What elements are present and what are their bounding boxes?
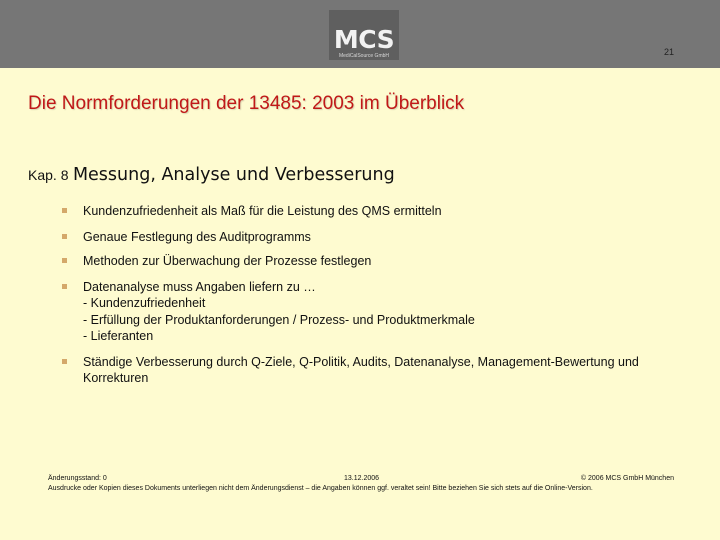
bullet-text: Genaue Festlegung des Auditprogramms bbox=[83, 229, 311, 244]
logo-subtitle: MediCalSource GmbH bbox=[338, 53, 390, 59]
chapter-heading bbox=[28, 165, 395, 185]
bullet-item bbox=[62, 354, 702, 387]
bullet-item bbox=[62, 203, 702, 220]
bullet-text: Methoden zur Überwachung der Prozesse festlegen bbox=[83, 254, 372, 268]
page-number: 21 bbox=[664, 47, 675, 57]
bullet-text: Ständige Verbesserung durch Q-Ziele, Q-Politik, Audits, Datenanalyse, Management-Bewertung und Korrekturen bbox=[83, 354, 639, 385]
bullet-marker-icon bbox=[62, 258, 67, 263]
footer-copyright: © 2006 MCS GmbH München bbox=[580, 475, 674, 482]
bullet-marker-icon bbox=[62, 234, 67, 239]
footer-date: 13.12.2006 bbox=[344, 475, 380, 482]
chapter-prefix: Kap. 8 bbox=[28, 167, 69, 183]
bullet-item bbox=[62, 253, 702, 270]
header-bar bbox=[0, 0, 720, 68]
slide-title: Die Normforderungen der 13485: 2003 im Überblick bbox=[28, 93, 465, 114]
mcs-logo bbox=[329, 10, 399, 60]
footer-revision-status: Änderungsstand: 0 bbox=[48, 475, 107, 482]
bullet-marker-icon bbox=[62, 208, 67, 213]
footer-disclaimer: Ausdrucke oder Kopien dieses Dokuments unterliegen nicht dem Änderungsdienst – die Angaben können ggf. veraltet sein! Bitte beziehen Sie sich stets auf die Online-Version. bbox=[48, 485, 593, 492]
chapter-title: Messung, Analyse und Verbesserung bbox=[72, 165, 395, 185]
bullet-item bbox=[62, 229, 702, 246]
bullet-item bbox=[62, 279, 702, 345]
logo-text: MCS bbox=[333, 25, 395, 54]
bullet-list bbox=[62, 203, 702, 387]
bullet-text: Datenanalyse muss Angaben liefern zu … - Kundenzufriedenheit - Erfüllung der Produktanforderungen / Prozess- und Produktmerkmale - Lieferanten bbox=[83, 279, 475, 343]
footer bbox=[48, 474, 678, 494]
bullet-text: Kundenzufriedenheit als Maß für die Leistung des QMS ermitteln bbox=[83, 204, 442, 218]
bullet-marker-icon bbox=[62, 359, 67, 364]
bullet-marker-icon bbox=[62, 284, 67, 289]
